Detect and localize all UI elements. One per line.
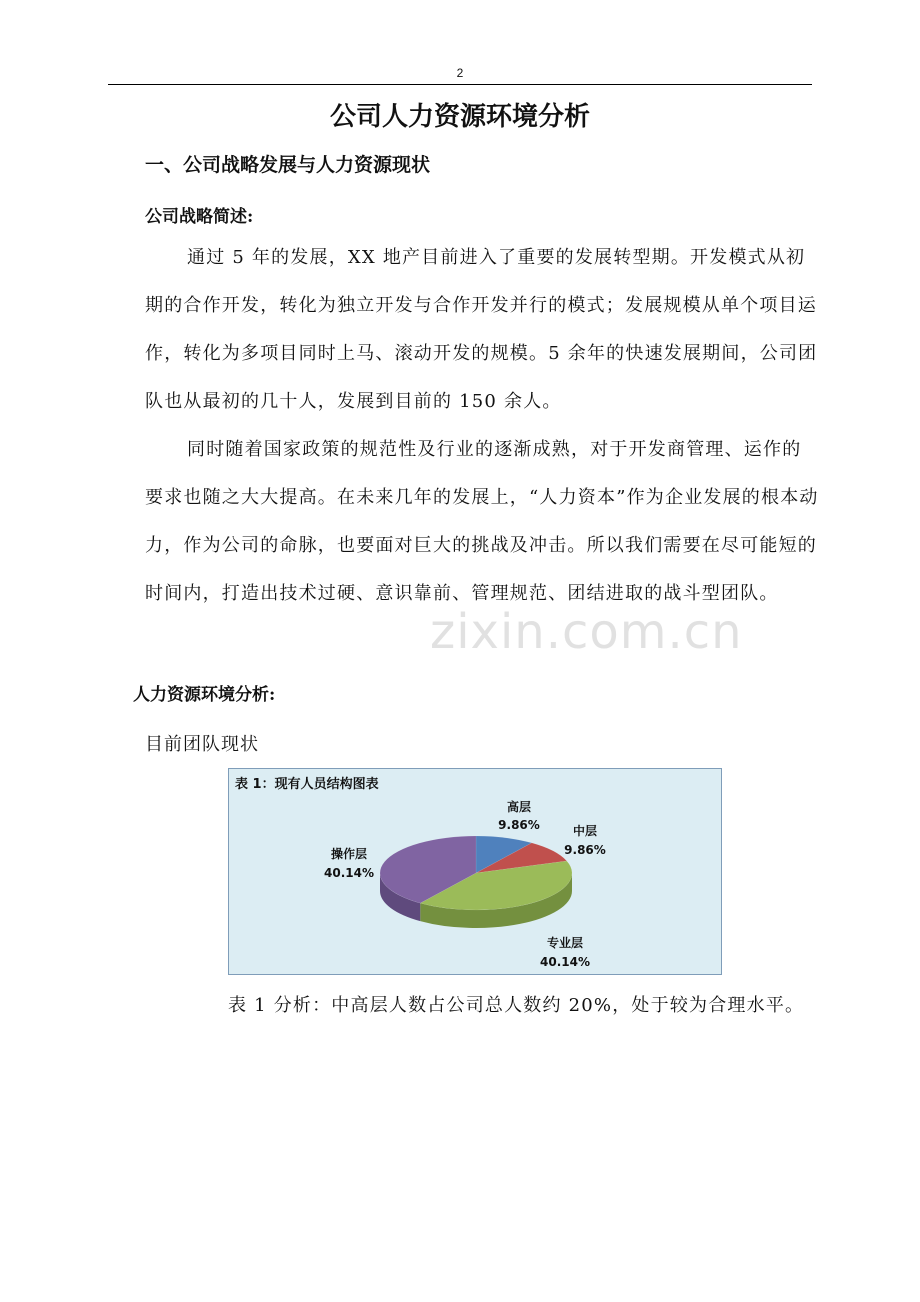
pie-chart-canvas	[229, 769, 721, 974]
team-status-label: 目前团队现状	[145, 734, 259, 755]
pie-label-category-2: 专业层	[546, 936, 584, 950]
pie-label-category-1: 中层	[572, 824, 598, 838]
paragraph-development: 通过 5 年的发展，XX 地产目前进入了重要的发展转型期。开发模式从初期的合作开发，转化为独立开发与合作开发并行的模式；发展规模从单个项目运作，转化为多项目同时上马、滚动开发的规模。5 余年的快速发展期间，公司团队也从最初的几十人，发展到目前的 150 余人。	[145, 247, 818, 412]
pie-label-category-0: 高层	[506, 800, 532, 814]
table-analysis-text: 表 1 分析：中高层人数占公司总人数约 20%，处于较为合理水平。	[228, 995, 805, 1016]
chart-title: 表 1：现有人员结构图表	[235, 777, 379, 792]
pie-label-value-2: 40.14%	[540, 955, 590, 969]
staff-structure-chart	[228, 768, 722, 975]
pie-label-value-0: 9.86%	[498, 818, 540, 832]
pie-label-category-3: 操作层	[330, 847, 368, 861]
paragraph-policy: 同时随着国家政策的规范性及行业的逐渐成熟，对于开发商管理、运作的要求也随之大大提高。在未来几年的发展上，“人力资本”作为企业发展的根本动力，作为公司的命脉，也要面对巨大的挑战及冲击。所以我们需要在尽可能短的时间内，打造出技术过硬、意识靠前、管理规范、团结进取的战斗型团队。	[145, 439, 819, 604]
pie-label-value-3: 40.14%	[324, 866, 374, 880]
watermark: zixin.com.cn	[430, 604, 743, 660]
page-number: 2	[456, 66, 464, 80]
document-title: 公司人力资源环境分析	[329, 102, 590, 132]
section-heading-strategy: 一、公司战略发展与人力资源现状	[145, 154, 431, 176]
pie-label-value-1: 9.86%	[564, 843, 606, 857]
header-rule	[108, 84, 812, 85]
section-heading-hr-environment: 人力资源环境分析:	[133, 685, 276, 705]
sub-heading-strategy-summary: 公司战略简述:	[145, 207, 254, 227]
